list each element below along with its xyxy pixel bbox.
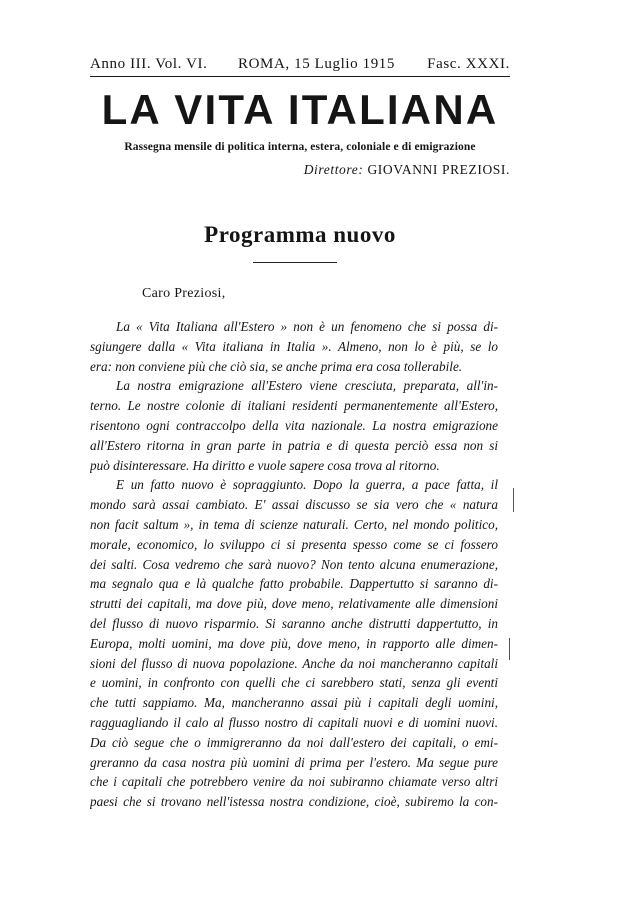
director-label: Direttore:	[303, 162, 364, 177]
body-line: paesi che si trovano nell'istessa nostra condizione, cioè, subiremo la con-	[90, 794, 498, 810]
body-line: dei salti. Cosa vedremo che sarà nuovo? Non tento alcuna enumerazione,	[90, 556, 498, 572]
body-line: terno. Le nostre colonie di italiani residenti permanentemente all'Estero,	[90, 398, 498, 414]
body-line: sioni del flusso di nuova popolazione. Anche da noi mancheranno capitali	[90, 655, 498, 671]
journal-subtitle: Rassegna mensile di politica interna, estera, coloniale e di emigrazione	[124, 141, 476, 153]
article-body	[90, 317, 498, 812]
body-line: del flusso di nuovo risparmio. Si saranno anche distrutti dappertutto, in	[90, 615, 498, 631]
body-line: ragguagliando il calo al flusso nostro di capitali nuovi e di uomini nuovi.	[90, 714, 498, 730]
margin-mark	[509, 638, 510, 660]
margin-mark	[513, 488, 514, 512]
salutation: Caro Preziosi,	[142, 286, 226, 301]
masthead-rule	[90, 76, 510, 77]
body-line: greranno da casa nostra più uomini di prima per l'estero. Ma segue pure	[90, 754, 498, 770]
title-divider	[253, 262, 337, 263]
body-line: che tutti sappiamo. Ma, mancheranno assai più i capitali degli uomini,	[90, 695, 498, 711]
body-line: strutti dei capitali, ma dove più, dove meno, relativamente alle dimensioni	[90, 596, 498, 612]
body-line: Europa, molti uomini, ma dove più, dove meno, in rapporto alle dimen-	[90, 635, 498, 651]
body-line: La nostra emigrazione all'Estero viene cresciuta, preparata, all'in-	[116, 378, 498, 394]
body-line: può disinteressare. Ha diritto e vuole sapere cosa trova al ritorno.	[90, 457, 440, 473]
body-line: E un fatto nuovo è sopraggiunto. Dopo la guerra, a pace fatta, il	[116, 477, 498, 493]
body-line: morale, economico, lo sviluppo ci si presenta spesso come se ci fossero	[90, 536, 498, 552]
body-line: non facit saltum », in tema di scienze naturali. Certo, nel mondo politico,	[90, 516, 498, 532]
body-line: Da ciò segue che o immigreranno da noi dall'estero dei capitali, o emi-	[90, 734, 498, 750]
director-line	[304, 162, 510, 178]
journal-title: LA VITA ITALIANA	[101, 86, 499, 133]
body-line: e uomini, in confronto con quelli che ci sarebbero stati, senza gli eventi	[90, 675, 498, 691]
issue-date: ROMA, 15 Luglio 1915	[238, 56, 396, 72]
body-line: era: non conviene più che ciò sia, se anche prima era cosa tollerabile.	[90, 358, 463, 374]
issue-fascicle: Fasc. XXXI.	[427, 56, 510, 72]
article-title: Programma nuovo	[204, 222, 396, 247]
body-line: La « Vita Italiana all'Estero » non è un fenomeno che si possa di-	[116, 319, 498, 334]
body-line: sgiungere dalla « Vita italiana in Italia ». Almeno, non lo è più, se lo	[90, 338, 498, 354]
issue-volume: Anno III. Vol. VI.	[90, 56, 208, 72]
director-name: GIOVANNI PREZIOSI.	[367, 162, 510, 177]
body-line: ma segnalo qua e là qualche fatto probabile. Dappertutto si saranno di-	[90, 576, 498, 592]
body-line: mondo sarà assai cambiato. E' assai discusso se sia vero che « natura	[90, 497, 498, 513]
body-line: che i capitali che potrebbero venire da noi subiranno chiamate verso altri	[90, 774, 498, 790]
body-line: risentono ogni contraccolpo della vita nazionale. La nostra emigrazione	[90, 417, 498, 433]
body-line: all'Estero ritorna in gran parte in patria e di questa perciò essa non si	[90, 437, 498, 453]
